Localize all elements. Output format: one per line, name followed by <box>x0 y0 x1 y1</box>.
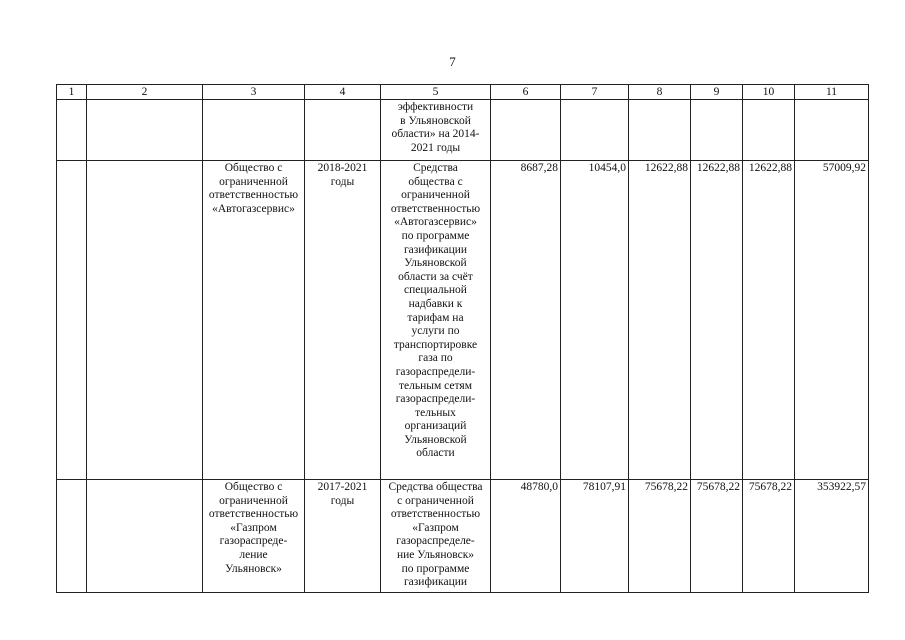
cell-text-line: ограниченной <box>219 494 288 507</box>
value-cell: 12622,88 <box>629 161 691 480</box>
column-header: 2 <box>87 85 203 100</box>
cell-text-line: Ульяновской <box>404 433 467 446</box>
data-table <box>56 84 869 593</box>
funding-source-cell <box>381 100 491 161</box>
page-number: 7 <box>449 54 456 69</box>
value-cell <box>561 100 629 161</box>
column-header: 1 <box>57 85 87 100</box>
cell-text-line: ответственностью <box>208 189 299 202</box>
table-cell <box>57 100 87 161</box>
cell-text-line: «Автогазсервис» <box>212 202 295 215</box>
total-cell <box>795 100 869 161</box>
cell-text-line: Средства <box>413 162 458 174</box>
cell-text-line: области за счёт <box>398 270 473 283</box>
value-cell: 48780,0 <box>491 480 561 593</box>
total-cell: 57009,92 <box>795 161 869 480</box>
cell-text-line: организаций <box>404 420 467 433</box>
total-cell: 353922,57 <box>795 480 869 593</box>
cell-text-line: надбавки к <box>408 297 463 310</box>
cell-text-line: годы <box>330 494 355 507</box>
column-header: 3 <box>203 85 305 100</box>
cell-text-line: ответственностью <box>390 508 481 521</box>
table-row <box>57 161 869 480</box>
period-cell <box>305 100 381 161</box>
cell-text-line: Ульяновской <box>404 257 467 270</box>
value-cell <box>743 100 795 161</box>
organization-cell <box>203 161 305 480</box>
column-header: 8 <box>629 85 691 100</box>
period-cell <box>305 161 381 480</box>
cell-text-line: общества с <box>408 175 463 188</box>
value-cell: 75678,22 <box>691 480 743 593</box>
value-cell <box>629 100 691 161</box>
cell-text-line: Общество с <box>224 162 283 174</box>
cell-text-line: по программе <box>401 562 470 575</box>
cell-text-line: в Ульяновской <box>400 114 471 127</box>
column-header: 9 <box>691 85 743 100</box>
table-cell <box>57 480 87 593</box>
column-header: 11 <box>795 85 869 100</box>
cell-text-line: специальной <box>404 284 467 297</box>
cell-text-line: Общество с <box>224 481 283 493</box>
organization-cell <box>203 100 305 161</box>
column-header: 7 <box>561 85 629 100</box>
cell-text-line: газораспредели- <box>395 393 476 406</box>
value-cell <box>491 100 561 161</box>
table-cell <box>87 100 203 161</box>
cell-text-line: газа по <box>418 352 453 365</box>
cell-text-line: «Автогазсервис» <box>394 216 477 229</box>
cell-text-line: газораспределе- <box>396 535 475 548</box>
funding-source-cell <box>381 480 491 593</box>
period-cell <box>305 480 381 593</box>
value-cell <box>691 100 743 161</box>
value-cell: 12622,88 <box>743 161 795 480</box>
cell-text-line: «Газпром <box>412 521 459 534</box>
cell-text-line: ответственностью <box>208 508 299 521</box>
cell-text-line: транспортировке <box>393 338 478 351</box>
cell-text-line: «Газпром <box>230 521 277 534</box>
column-header: 10 <box>743 85 795 100</box>
cell-text-line: ограниченной <box>401 189 470 202</box>
cell-text-line: тельных <box>415 406 456 419</box>
cell-text-line: 2018-2021 <box>317 162 368 174</box>
table-cell <box>87 161 203 480</box>
cell-text-line: области» на 2014- <box>391 128 480 141</box>
organization-cell <box>203 480 305 593</box>
cell-text-line: по программе <box>401 229 470 242</box>
value-cell: 8687,28 <box>491 161 561 480</box>
cell-text-line: тарифам на <box>407 311 464 324</box>
header-row <box>57 85 869 100</box>
column-header: 6 <box>491 85 561 100</box>
cell-text-line: Средства общества <box>388 481 483 493</box>
cell-text-line: 2021 годы <box>410 141 461 154</box>
cell-text-line: 2017-2021 <box>317 481 368 493</box>
funding-source-cell <box>381 161 491 480</box>
cell-text-line: ние Ульяновск» <box>396 548 475 561</box>
value-cell: 10454,0 <box>561 161 629 480</box>
table-cell <box>87 480 203 593</box>
cell-text-line: тельным сетям <box>399 379 472 392</box>
cell-text-line: Ульяновск» <box>225 562 282 575</box>
table-cell <box>57 161 87 480</box>
cell-text-line: ответственностью <box>390 202 481 215</box>
cell-text-line: газификации <box>403 576 468 589</box>
column-header: 4 <box>305 85 381 100</box>
cell-text-line: области <box>416 447 455 460</box>
cell-text-line: ограниченной <box>219 175 288 188</box>
column-header: 5 <box>381 85 491 100</box>
cell-text-line: годы <box>330 175 355 188</box>
cell-text-line: эффективности <box>397 101 474 113</box>
table-row <box>57 480 869 593</box>
cell-text-line: газификации <box>403 243 468 256</box>
table-row <box>57 100 869 161</box>
cell-text-line: газораспредели- <box>395 365 476 378</box>
value-cell: 75678,22 <box>629 480 691 593</box>
value-cell: 12622,88 <box>691 161 743 480</box>
value-cell: 75678,22 <box>743 480 795 593</box>
cell-text-line: услуги по <box>411 325 460 338</box>
cell-text-line: газораспреде- <box>219 535 288 548</box>
cell-text-line: ление <box>239 548 268 561</box>
cell-text-line: с ограниченной <box>397 494 474 507</box>
value-cell: 78107,91 <box>561 480 629 593</box>
